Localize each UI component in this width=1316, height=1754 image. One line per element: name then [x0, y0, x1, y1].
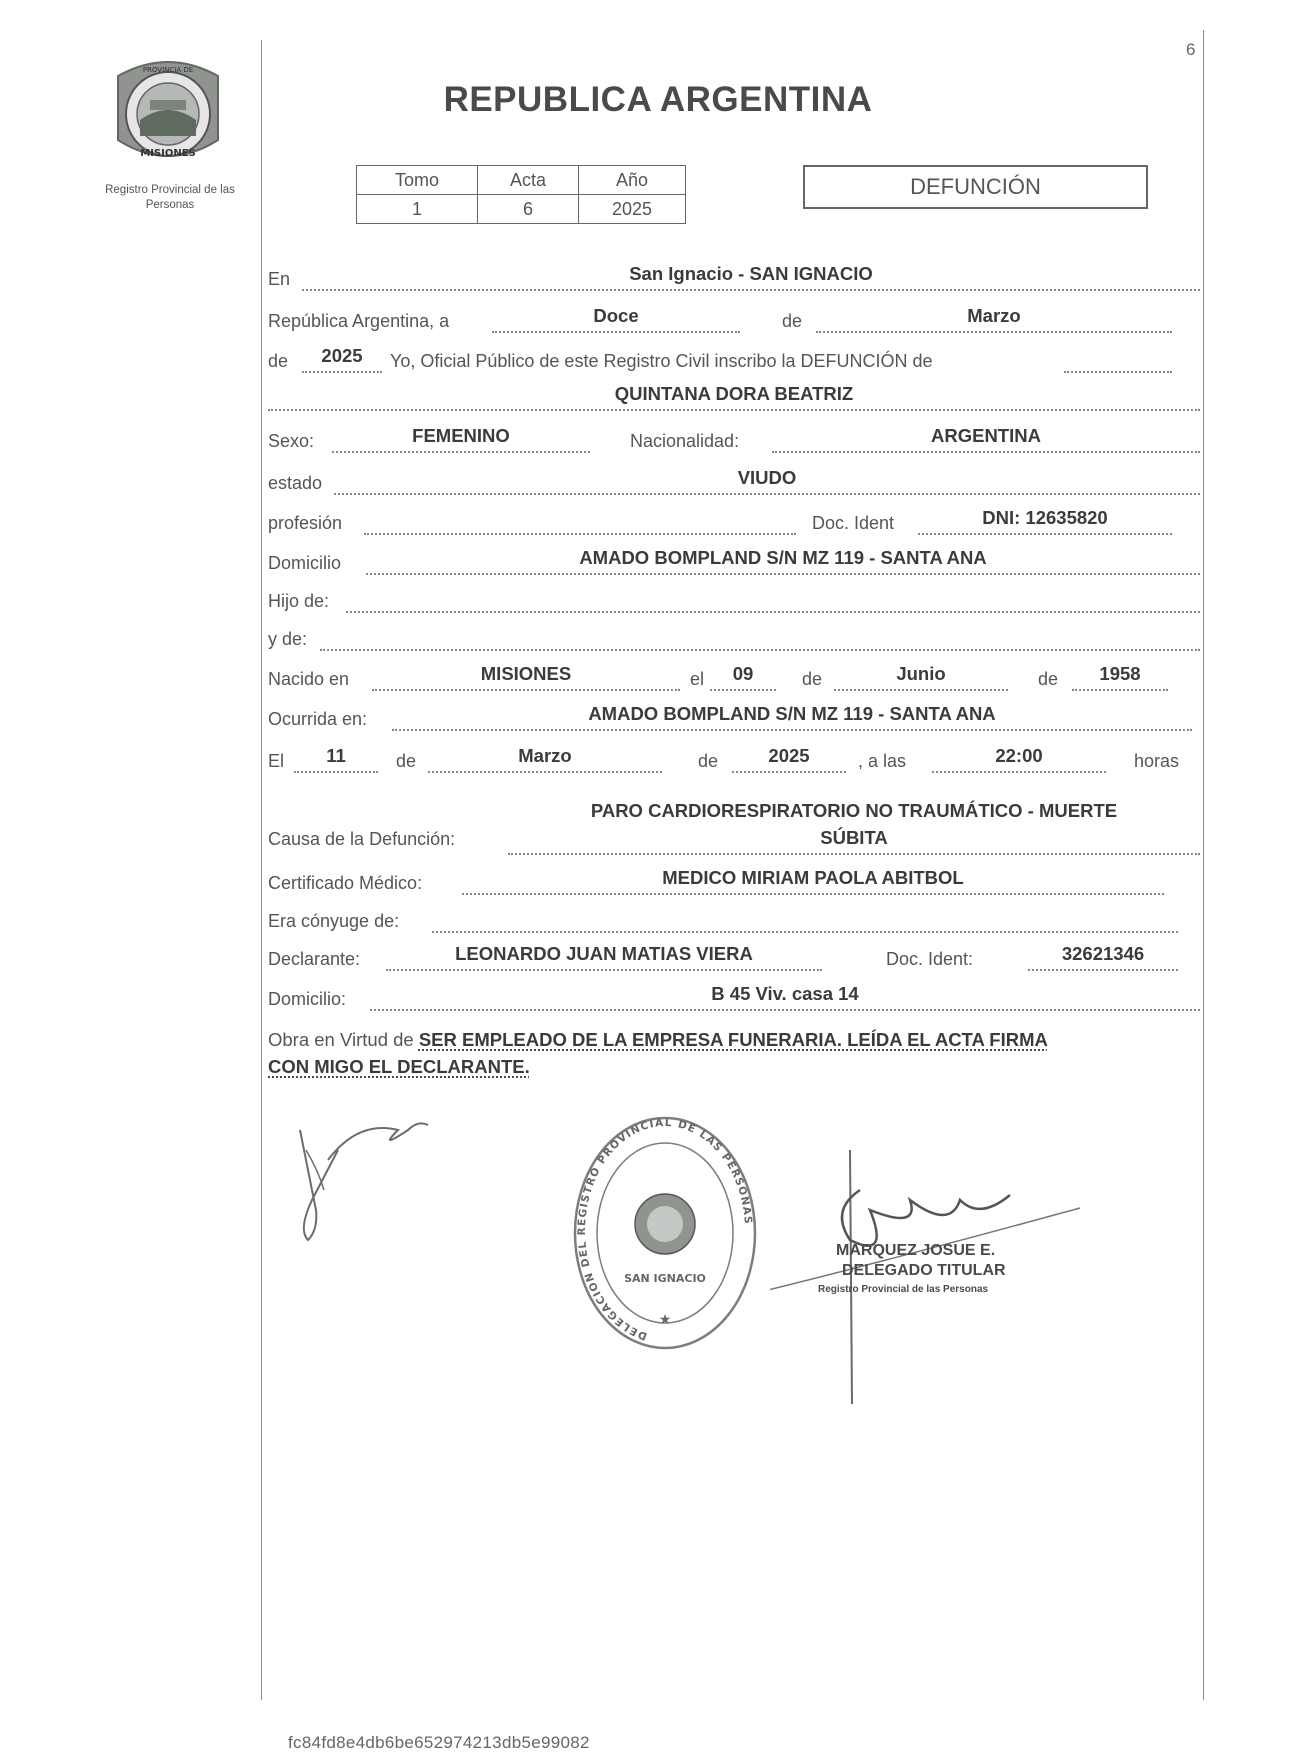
label-domicilio: Domicilio	[268, 553, 342, 573]
page-number: 6	[1186, 40, 1196, 59]
volume-table	[356, 165, 686, 224]
label-hijo-de: Hijo de:	[268, 591, 330, 611]
declarant-doc-field: 32621346	[1028, 941, 1178, 971]
virtue-line-2: CON MIGO EL DECLARANTE.	[268, 1056, 530, 1077]
row-spouse	[268, 906, 1200, 936]
label-de-year: de	[268, 351, 289, 371]
death-place-field: AMADO BOMPLAND S/N MZ 119 - SANTA ANA	[392, 701, 1192, 731]
label-nacionalidad: Nacionalidad:	[630, 431, 740, 451]
label-y-de: y de:	[268, 629, 308, 649]
row-mother	[268, 624, 1200, 654]
declarant-field: LEONARDO JUAN MATIAS VIERA	[386, 941, 822, 971]
row-address	[268, 548, 1200, 578]
row-date	[268, 306, 1200, 336]
row-year	[268, 346, 1200, 376]
label-profesion: profesión	[268, 513, 343, 533]
label-de-death: de	[396, 751, 417, 771]
row-declarant	[268, 944, 1200, 974]
volume-header-acta: Acta	[478, 166, 579, 195]
label-de: de	[782, 311, 803, 331]
year-field: 2025	[302, 343, 382, 373]
label-el-cap: El	[268, 751, 285, 771]
label-horas: horas	[1134, 751, 1180, 771]
volume-header-row	[357, 166, 686, 195]
mother-field	[320, 621, 1200, 651]
volume-ano: 2025	[579, 195, 686, 224]
handwritten-signature-icon	[770, 1150, 1090, 1410]
birth-month-field: Junio	[834, 661, 1008, 691]
act-type-box: DEFUNCIÓN	[803, 165, 1148, 209]
death-time-field: 22:00	[932, 743, 1106, 773]
official-signature-block	[770, 1150, 1090, 1410]
cause-line-2: SÚBITA	[820, 827, 888, 848]
svg-text:PROVINCIA DE: PROVINCIA DE	[142, 66, 194, 74]
place-field: San Ignacio - SAN IGNACIO	[302, 261, 1200, 291]
birth-year-field: 1958	[1072, 661, 1168, 691]
registry-name: Registro Provincial de las Personas	[105, 184, 235, 211]
row-declarant-address	[268, 984, 1200, 1014]
row-virtue	[268, 1022, 1200, 1082]
right-margin-line	[1203, 30, 1204, 1700]
official-seal-icon	[570, 1114, 760, 1352]
label-certificado: Certificado Médico:	[268, 873, 423, 893]
volume-header-tomo: Tomo	[357, 166, 478, 195]
birth-day-field: 09	[710, 661, 776, 691]
day-field: Doce	[492, 303, 740, 333]
year-trailing-field	[1064, 343, 1172, 373]
svg-text:DELEGACION DEL REGISTRO PROVIN: DELEGACION DEL REGISTRO PROVINCIAL DE LAS PERSONAS	[576, 1116, 754, 1343]
label-en: En	[268, 269, 291, 289]
certificate-field: MEDICO MIRIAM PAOLA ABITBOL	[462, 865, 1164, 895]
label-estado: estado	[268, 473, 323, 493]
spouse-field	[432, 903, 1178, 933]
label-declarante: Declarante:	[268, 949, 361, 969]
death-day-field: 11	[294, 743, 378, 773]
civil-status-field: VIUDO	[334, 465, 1200, 495]
death-year-field: 2025	[732, 743, 846, 773]
volume-tomo: 1	[357, 195, 478, 224]
label-sexo: Sexo:	[268, 431, 315, 451]
label-republica: República Argentina, a	[268, 311, 450, 331]
label-causa: Causa de la Defunción:	[268, 829, 456, 849]
volume-value-row	[357, 195, 686, 224]
svg-text:MISIONES: MISIONES	[140, 148, 196, 159]
month-field: Marzo	[816, 303, 1172, 333]
label-doc-ident-declarant: Doc. Ident:	[886, 949, 974, 969]
label-doc-ident: Doc. Ident	[812, 513, 895, 533]
declarant-address-field: B 45 Viv. casa 14	[370, 981, 1200, 1011]
label-el: el	[690, 669, 705, 689]
doc-ident-field: DNI: 12635820	[918, 505, 1172, 535]
row-profession	[268, 508, 1200, 538]
row-cause	[268, 798, 1200, 858]
sex-field: FEMENINO	[332, 423, 590, 453]
nationality-field: ARGENTINA	[772, 423, 1200, 453]
handwritten-signature-icon	[288, 1090, 438, 1250]
document-hash: fc84fd8e4db6be652974213db5e99082	[288, 1733, 590, 1752]
label-domicilio-declarant: Domicilio:	[268, 989, 347, 1009]
virtue-line-1: SER EMPLEADO DE LA EMPRESA FUNERARIA. LEÍDA EL ACTA FIRMA	[418, 1029, 1048, 1050]
label-a-las: , a las	[858, 751, 907, 771]
svg-text:★: ★	[658, 1312, 672, 1328]
row-birth	[268, 664, 1200, 694]
left-margin-line	[261, 40, 262, 1700]
profession-field	[364, 505, 796, 535]
address-field: AMADO BOMPLAND S/N MZ 119 - SANTA ANA	[366, 545, 1200, 575]
volume-acta: 6	[478, 195, 579, 224]
row-place	[268, 264, 1200, 294]
label-de-death-year: de	[698, 751, 719, 771]
official-title: DELEGADO TITULAR	[842, 1262, 1006, 1279]
official-name: MARQUEZ JOSUE E.	[836, 1242, 996, 1259]
label-yo: Yo, Oficial Público de este Registro Civil inscribo la DEFUNCIÓN de	[390, 351, 933, 371]
birth-place-field: MISIONES	[372, 661, 680, 691]
row-father	[268, 586, 1200, 616]
svg-text:SAN IGNACIO: SAN IGNACIO	[624, 1272, 706, 1285]
label-conyuge: Era cónyuge de:	[268, 911, 400, 931]
page-title: REPUBLICA ARGENTINA	[443, 80, 873, 119]
row-sex	[268, 426, 1200, 456]
father-field	[346, 583, 1200, 613]
row-certificate	[268, 868, 1200, 898]
cause-line-1: PARO CARDIORESPIRATORIO NO TRAUMÁTICO - MUERTE	[590, 800, 1118, 821]
row-status	[268, 468, 1200, 498]
death-month-field: Marzo	[428, 743, 662, 773]
row-death-place	[268, 704, 1200, 734]
label-nacido-en: Nacido en	[268, 669, 350, 689]
label-obra: Obra en Virtud de	[268, 1029, 414, 1050]
label-ocurrida-en: Ocurrida en:	[268, 709, 368, 729]
deceased-name-field: QUINTANA DORA BEATRIZ	[268, 381, 1200, 411]
row-name	[268, 384, 1200, 414]
row-death-date	[268, 746, 1200, 776]
label-de-month: de	[802, 669, 823, 689]
label-de-birth-year: de	[1038, 669, 1059, 689]
volume-header-ano: Año	[579, 166, 686, 195]
cause-field	[508, 797, 1200, 855]
official-registry: Registro Provincial de las Personas	[818, 1284, 989, 1295]
